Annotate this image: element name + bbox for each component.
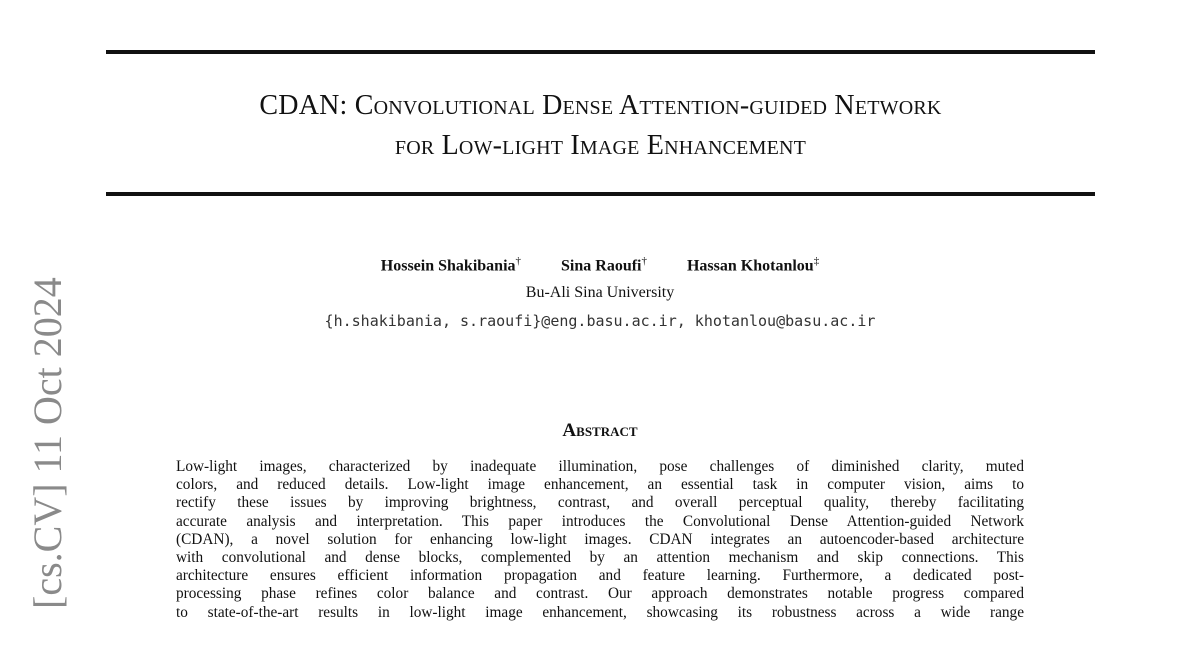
author-name: Sina Raoufi	[561, 257, 642, 275]
abstract-line: Low-light images, characterized by inadequate illumination, pose challenges of diminished clarity, muted	[176, 458, 1024, 475]
abstract-line: rectify these issues by improving brightness, contrast, and overall perceptual quality, thereby facilitating	[176, 494, 1024, 512]
author-emails[interactable]: {h.shakibania, s.raoufi}@eng.basu.ac.ir, khotanlou@basu.ac.ir	[324, 312, 876, 330]
abstract-line: processing phase refines color balance and contrast. Our approach demonstrates notable progress compared	[176, 585, 1024, 603]
author-list	[0, 255, 1200, 275]
author	[561, 255, 647, 275]
author-name: Hassan Khotanlou	[686, 257, 814, 275]
title-line: CDAN: Convolutional Dense Attention-guided Network	[259, 90, 942, 121]
abstract-line: with convolutional and dense blocks, complemented by an attention mechanism and skip connections. This	[176, 549, 1024, 567]
author-mark: †	[515, 255, 522, 267]
abstract-line: accurate analysis and interpretation. This paper introduces the Convolutional Dense Attention-guided Network	[176, 512, 1024, 530]
abstract-line: colors, and reduced details. Low-light image enhancement, an essential task in computer vision, aims to	[176, 476, 1024, 494]
abstract-line: (CDAN), a novel solution for enhancing low-light images. CDAN integrates an autoencoder-based architecture	[176, 530, 1024, 548]
paper-title	[106, 86, 1095, 166]
arxiv-stamp-text: [cs.CV] 11 Oct 2024	[25, 277, 70, 609]
title-line: for Low-light Image Enhancement	[394, 130, 807, 161]
author	[381, 255, 521, 275]
author	[687, 255, 819, 275]
abstract-line: to state-of-the-art results in low-light image enhancement, showcasing its robustness across a wide range	[176, 603, 1024, 621]
author-mark: †	[641, 255, 647, 267]
author-name: Hossein Shakibania	[380, 257, 516, 275]
abstract-heading: Abstract	[562, 420, 638, 441]
arxiv-side-stamp	[24, 277, 74, 648]
top-rule	[106, 50, 1095, 54]
abstract-body	[176, 458, 1024, 622]
bottom-rule	[106, 192, 1095, 196]
affiliation: Bu-Ali Sina University	[525, 284, 675, 301]
abstract-line: architecture ensures efficient information propagation and feature learning. Furthermore, a dedicated post-	[176, 567, 1024, 585]
author-mark: ‡	[813, 255, 820, 267]
